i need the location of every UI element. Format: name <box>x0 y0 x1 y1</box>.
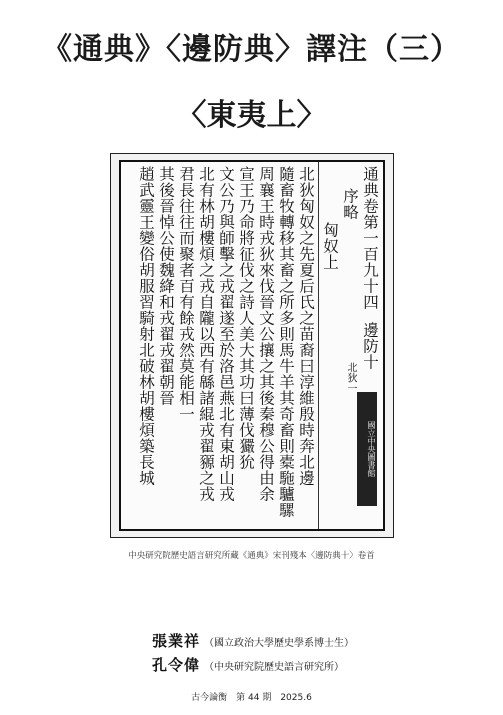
journal-footer: 古今論衡 第 44 期 2025.6 <box>191 693 312 703</box>
manuscript-column: 通典卷第一百九十四 <box>361 166 379 310</box>
manuscript-column: 北狄一 <box>345 362 356 394</box>
author-name: 孔令偉 <box>152 656 201 674</box>
manuscript-column: 趙武靈王變俗胡服習騎射北破林胡樓煩築長城 <box>137 166 155 486</box>
manuscript-column: 隨畜牧轉移其畜之所多則馬牛羊其奇畜則橐駞驢騾 <box>277 166 295 518</box>
manuscript-column: 北狄匈奴之先夏后氏之苗裔曰淳維殷時奔北邊 <box>297 166 315 486</box>
author-affiliation: （中央研究院歷史語言研究所） <box>204 662 345 673</box>
page-title: 《通典》〈邊防典〉譯注（三） <box>42 32 461 67</box>
author-affiliation: （國立政治大學歷史學系博士生） <box>204 638 355 649</box>
author-entry <box>152 630 354 651</box>
manuscript-column: 文公乃與師擊之戎翟遂至於洛邑燕北有東胡山戎 <box>217 166 235 502</box>
manuscript-column: 君長往往而聚者百有餘戎然莫能相一 <box>177 166 195 422</box>
library-seal: 國立中央圖書館 <box>357 392 377 506</box>
author-entry <box>152 654 344 675</box>
manuscript-scan <box>110 153 394 538</box>
manuscript-column: 邊防十 <box>361 322 379 370</box>
column-rule <box>318 162 319 529</box>
manuscript-column: 周襄王時戎狄來伐晉文公攘之其後秦穆公得由余 <box>257 166 275 502</box>
manuscript-column: 北有林胡樓煩之戎自隴以西有緜諸緄戎翟豲之戎 <box>197 166 215 502</box>
manuscript-column: 序略 <box>341 188 359 220</box>
manuscript-column: 匈奴上 <box>321 222 339 270</box>
figure-caption: 中央研究院歷史語言研究所藏《通典》宋刊殘本〈邊防典十〉卷首 <box>128 551 375 561</box>
manuscript-column: 宣王乃命將征伐之詩人美大其功曰薄伐玁狁 <box>237 166 255 470</box>
manuscript-column: 其後晉悼公使魏絳和戎翟戎翟朝晉 <box>157 166 175 406</box>
page-subtitle: 〈東夷上〉 <box>176 98 327 133</box>
manuscript-page <box>119 160 385 531</box>
author-name: 張業祥 <box>152 632 201 650</box>
